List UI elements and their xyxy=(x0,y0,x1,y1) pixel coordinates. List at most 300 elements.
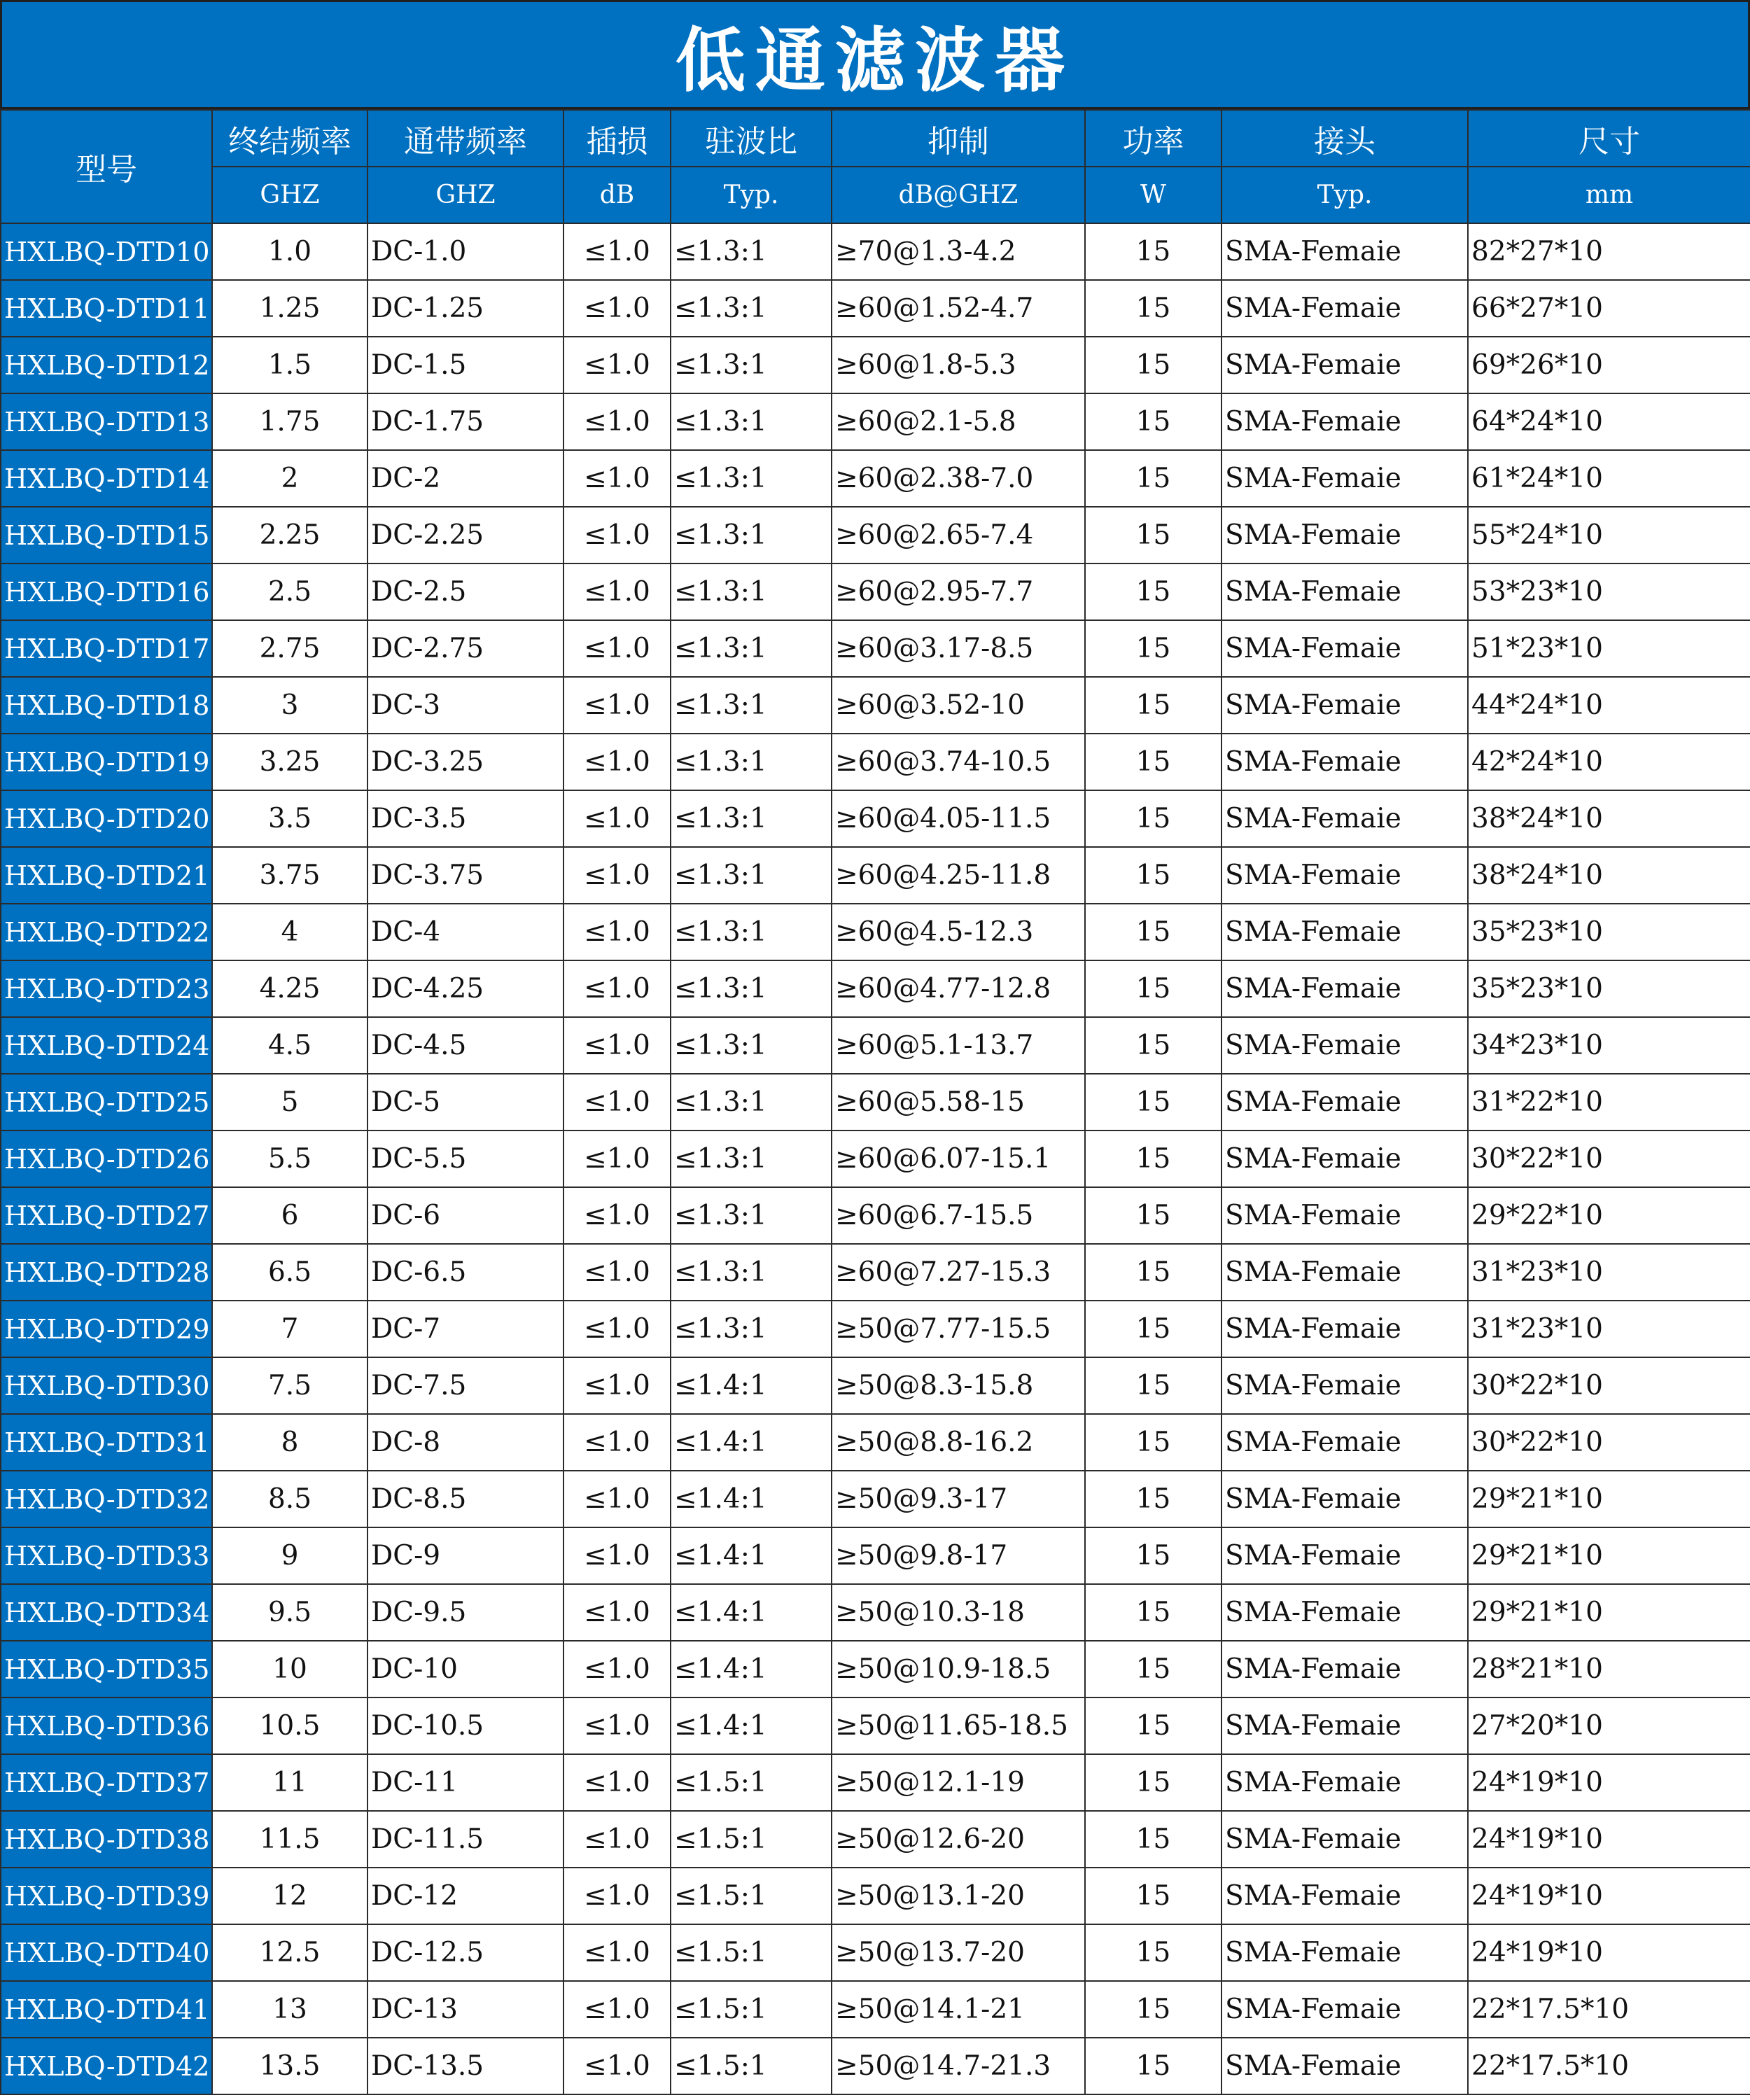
cell-cutoff: 1.0 xyxy=(212,223,368,280)
cell-insertion: ≤1.0 xyxy=(564,564,671,620)
cell-connector: SMA-Femaie xyxy=(1222,1244,1468,1301)
cell-insertion: ≤1.0 xyxy=(564,960,671,1017)
cell-power: 15 xyxy=(1085,280,1222,337)
cell-insertion: ≤1.0 xyxy=(564,507,671,564)
cell-size: 42*24*10 xyxy=(1468,734,1750,790)
header-insertion: 插损 xyxy=(564,110,671,167)
cell-insertion: ≤1.0 xyxy=(564,1187,671,1244)
cell-rejection: ≥50@13.7-20 xyxy=(832,1924,1085,1981)
cell-passband: DC-2.5 xyxy=(368,564,564,620)
cell-model: HXLBQ-DTD42 xyxy=(1,2038,212,2094)
cell-vswr: ≤1.5:1 xyxy=(671,1868,832,1924)
table-row xyxy=(1,280,1750,337)
table-row xyxy=(1,1924,1750,1981)
cell-size: 31*23*10 xyxy=(1468,1301,1750,1357)
cell-size: 29*21*10 xyxy=(1468,1471,1750,1527)
cell-connector: SMA-Femaie xyxy=(1222,960,1468,1017)
cell-rejection: ≥50@8.3-15.8 xyxy=(832,1357,1085,1414)
cell-rejection: ≥60@2.1-5.8 xyxy=(832,393,1085,450)
table-row xyxy=(1,1017,1750,1074)
table-row xyxy=(1,1811,1750,1868)
cell-model: HXLBQ-DTD20 xyxy=(1,790,212,847)
cell-connector: SMA-Femaie xyxy=(1222,1527,1468,1584)
cell-size: 29*21*10 xyxy=(1468,1527,1750,1584)
cell-model: HXLBQ-DTD41 xyxy=(1,1981,212,2038)
cell-connector: SMA-Femaie xyxy=(1222,337,1468,393)
header-connector: 接头 xyxy=(1222,110,1468,167)
cell-passband: DC-4.5 xyxy=(368,1017,564,1074)
cell-power: 15 xyxy=(1085,1698,1222,1754)
cell-power: 15 xyxy=(1085,337,1222,393)
cell-model: HXLBQ-DTD26 xyxy=(1,1130,212,1187)
cell-power: 15 xyxy=(1085,507,1222,564)
cell-cutoff: 4.25 xyxy=(212,960,368,1017)
cell-power: 15 xyxy=(1085,1244,1222,1301)
cell-cutoff: 6.5 xyxy=(212,1244,368,1301)
cell-cutoff: 10.5 xyxy=(212,1698,368,1754)
table-row xyxy=(1,1414,1750,1471)
cell-size: 29*22*10 xyxy=(1468,1187,1750,1244)
cell-cutoff: 2 xyxy=(212,450,368,507)
cell-insertion: ≤1.0 xyxy=(564,620,671,677)
cell-cutoff: 12 xyxy=(212,1868,368,1924)
cell-vswr: ≤1.5:1 xyxy=(671,1924,832,1981)
cell-vswr: ≤1.3:1 xyxy=(671,1244,832,1301)
cell-vswr: ≤1.3:1 xyxy=(671,337,832,393)
cell-rejection: ≥70@1.3-4.2 xyxy=(832,223,1085,280)
cell-vswr: ≤1.4:1 xyxy=(671,1357,832,1414)
cell-rejection: ≥60@1.52-4.7 xyxy=(832,280,1085,337)
cell-model: HXLBQ-DTD25 xyxy=(1,1074,212,1130)
table-row xyxy=(1,1641,1750,1698)
cell-cutoff: 3.75 xyxy=(212,847,368,904)
cell-cutoff: 10 xyxy=(212,1641,368,1698)
cell-rejection: ≥60@5.58-15 xyxy=(832,1074,1085,1130)
cell-model: HXLBQ-DTD22 xyxy=(1,904,212,960)
cell-model: HXLBQ-DTD14 xyxy=(1,450,212,507)
cell-rejection: ≥50@14.7-21.3 xyxy=(832,2038,1085,2094)
cell-vswr: ≤1.4:1 xyxy=(671,1641,832,1698)
cell-rejection: ≥60@2.38-7.0 xyxy=(832,450,1085,507)
cell-passband: DC-4 xyxy=(368,904,564,960)
cell-passband: DC-5.5 xyxy=(368,1130,564,1187)
table-row xyxy=(1,1357,1750,1414)
unit-cutoff: GHZ xyxy=(212,167,368,223)
cell-insertion: ≤1.0 xyxy=(564,1698,671,1754)
cell-power: 15 xyxy=(1085,2038,1222,2094)
cell-cutoff: 5.5 xyxy=(212,1130,368,1187)
cell-model: HXLBQ-DTD17 xyxy=(1,620,212,677)
cell-insertion: ≤1.0 xyxy=(564,1357,671,1414)
cell-rejection: ≥50@12.1-19 xyxy=(832,1754,1085,1811)
cell-power: 15 xyxy=(1085,1414,1222,1471)
cell-insertion: ≤1.0 xyxy=(564,1130,671,1187)
cell-rejection: ≥60@5.1-13.7 xyxy=(832,1017,1085,1074)
cell-vswr: ≤1.5:1 xyxy=(671,1811,832,1868)
cell-insertion: ≤1.0 xyxy=(564,1074,671,1130)
cell-cutoff: 8 xyxy=(212,1414,368,1471)
cell-model: HXLBQ-DTD31 xyxy=(1,1414,212,1471)
table-row xyxy=(1,847,1750,904)
cell-size: 30*22*10 xyxy=(1468,1357,1750,1414)
cell-power: 15 xyxy=(1085,1641,1222,1698)
cell-connector: SMA-Femaie xyxy=(1222,1868,1468,1924)
cell-vswr: ≤1.3:1 xyxy=(671,564,832,620)
cell-model: HXLBQ-DTD36 xyxy=(1,1698,212,1754)
table-row xyxy=(1,1130,1750,1187)
table-header xyxy=(1,110,1750,223)
cell-size: 35*23*10 xyxy=(1468,904,1750,960)
cell-size: 24*19*10 xyxy=(1468,1811,1750,1868)
cell-passband: DC-5 xyxy=(368,1074,564,1130)
cell-power: 15 xyxy=(1085,1301,1222,1357)
cell-vswr: ≤1.3:1 xyxy=(671,280,832,337)
cell-size: 30*22*10 xyxy=(1468,1130,1750,1187)
unit-vswr: Typ. xyxy=(671,167,832,223)
table-row xyxy=(1,1187,1750,1244)
cell-rejection: ≥50@9.8-17 xyxy=(832,1527,1085,1584)
cell-vswr: ≤1.4:1 xyxy=(671,1527,832,1584)
cell-passband: DC-6.5 xyxy=(368,1244,564,1301)
cell-model: HXLBQ-DTD10 xyxy=(1,223,212,280)
cell-cutoff: 3 xyxy=(212,677,368,734)
cell-vswr: ≤1.4:1 xyxy=(671,1471,832,1527)
cell-power: 15 xyxy=(1085,1527,1222,1584)
cell-power: 15 xyxy=(1085,1924,1222,1981)
cell-rejection: ≥60@3.52-10 xyxy=(832,677,1085,734)
cell-model: HXLBQ-DTD21 xyxy=(1,847,212,904)
cell-cutoff: 11.5 xyxy=(212,1811,368,1868)
cell-model: HXLBQ-DTD28 xyxy=(1,1244,212,1301)
cell-passband: DC-12.5 xyxy=(368,1924,564,1981)
cell-power: 15 xyxy=(1085,1868,1222,1924)
cell-model: HXLBQ-DTD24 xyxy=(1,1017,212,1074)
cell-power: 15 xyxy=(1085,223,1222,280)
cell-size: 61*24*10 xyxy=(1468,450,1750,507)
cell-vswr: ≤1.3:1 xyxy=(671,677,832,734)
cell-cutoff: 4.5 xyxy=(212,1017,368,1074)
table-row xyxy=(1,677,1750,734)
cell-rejection: ≥60@4.77-12.8 xyxy=(832,960,1085,1017)
cell-connector: SMA-Femaie xyxy=(1222,1924,1468,1981)
cell-rejection: ≥60@3.17-8.5 xyxy=(832,620,1085,677)
cell-size: 35*23*10 xyxy=(1468,960,1750,1017)
cell-cutoff: 9 xyxy=(212,1527,368,1584)
cell-size: 30*22*10 xyxy=(1468,1414,1750,1471)
cell-power: 15 xyxy=(1085,450,1222,507)
cell-vswr: ≤1.3:1 xyxy=(671,1074,832,1130)
cell-passband: DC-9.5 xyxy=(368,1584,564,1641)
cell-power: 15 xyxy=(1085,1981,1222,2038)
cell-model: HXLBQ-DTD30 xyxy=(1,1357,212,1414)
spec-table xyxy=(0,109,1750,2095)
cell-size: 29*21*10 xyxy=(1468,1584,1750,1641)
cell-passband: DC-7.5 xyxy=(368,1357,564,1414)
cell-passband: DC-8 xyxy=(368,1414,564,1471)
cell-insertion: ≤1.0 xyxy=(564,393,671,450)
cell-connector: SMA-Femaie xyxy=(1222,790,1468,847)
cell-power: 15 xyxy=(1085,1754,1222,1811)
cell-cutoff: 7.5 xyxy=(212,1357,368,1414)
cell-insertion: ≤1.0 xyxy=(564,904,671,960)
cell-passband: DC-13 xyxy=(368,1981,564,2038)
table-row xyxy=(1,1584,1750,1641)
cell-insertion: ≤1.0 xyxy=(564,1017,671,1074)
cell-vswr: ≤1.3:1 xyxy=(671,734,832,790)
cell-cutoff: 3.5 xyxy=(212,790,368,847)
cell-vswr: ≤1.4:1 xyxy=(671,1414,832,1471)
cell-power: 15 xyxy=(1085,1130,1222,1187)
cell-power: 15 xyxy=(1085,393,1222,450)
cell-rejection: ≥50@14.1-21 xyxy=(832,1981,1085,2038)
cell-cutoff: 1.75 xyxy=(212,393,368,450)
cell-insertion: ≤1.0 xyxy=(564,1301,671,1357)
header-row-names xyxy=(1,110,1750,167)
unit-rejection: dB@GHZ xyxy=(832,167,1085,223)
cell-insertion: ≤1.0 xyxy=(564,1414,671,1471)
cell-power: 15 xyxy=(1085,1017,1222,1074)
cell-size: 38*24*10 xyxy=(1468,847,1750,904)
cell-model: HXLBQ-DTD34 xyxy=(1,1584,212,1641)
cell-cutoff: 9.5 xyxy=(212,1584,368,1641)
unit-connector: Typ. xyxy=(1222,167,1468,223)
cell-rejection: ≥60@7.27-15.3 xyxy=(832,1244,1085,1301)
cell-passband: DC-10.5 xyxy=(368,1698,564,1754)
cell-power: 15 xyxy=(1085,1811,1222,1868)
cell-vswr: ≤1.3:1 xyxy=(671,847,832,904)
table-row xyxy=(1,1527,1750,1584)
table-row xyxy=(1,337,1750,393)
table-row xyxy=(1,960,1750,1017)
cell-power: 15 xyxy=(1085,1471,1222,1527)
cell-cutoff: 2.25 xyxy=(212,507,368,564)
cell-passband: DC-2.25 xyxy=(368,507,564,564)
header-vswr: 驻波比 xyxy=(671,110,832,167)
cell-insertion: ≤1.0 xyxy=(564,2038,671,2094)
cell-power: 15 xyxy=(1085,1187,1222,1244)
cell-cutoff: 7 xyxy=(212,1301,368,1357)
cell-size: 31*22*10 xyxy=(1468,1074,1750,1130)
cell-size: 66*27*10 xyxy=(1468,280,1750,337)
cell-size: 38*24*10 xyxy=(1468,790,1750,847)
cell-model: HXLBQ-DTD39 xyxy=(1,1868,212,1924)
cell-insertion: ≤1.0 xyxy=(564,1811,671,1868)
cell-cutoff: 13.5 xyxy=(212,2038,368,2094)
cell-vswr: ≤1.3:1 xyxy=(671,904,832,960)
cell-passband: DC-3.5 xyxy=(368,790,564,847)
cell-connector: SMA-Femaie xyxy=(1222,1641,1468,1698)
cell-power: 15 xyxy=(1085,734,1222,790)
cell-size: 22*17.5*10 xyxy=(1468,2038,1750,2094)
table-row xyxy=(1,620,1750,677)
cell-insertion: ≤1.0 xyxy=(564,1868,671,1924)
header-row-units xyxy=(1,167,1750,223)
cell-connector: SMA-Femaie xyxy=(1222,620,1468,677)
cell-connector: SMA-Femaie xyxy=(1222,1698,1468,1754)
cell-connector: SMA-Femaie xyxy=(1222,1187,1468,1244)
table-row xyxy=(1,564,1750,620)
cell-passband: DC-3.25 xyxy=(368,734,564,790)
table-row xyxy=(1,450,1750,507)
cell-passband: DC-2.75 xyxy=(368,620,564,677)
cell-passband: DC-13.5 xyxy=(368,2038,564,2094)
cell-connector: SMA-Femaie xyxy=(1222,2038,1468,2094)
cell-passband: DC-1.5 xyxy=(368,337,564,393)
cell-model: HXLBQ-DTD18 xyxy=(1,677,212,734)
cell-model: HXLBQ-DTD35 xyxy=(1,1641,212,1698)
cell-vswr: ≤1.3:1 xyxy=(671,1301,832,1357)
unit-size: mm xyxy=(1468,167,1750,223)
cell-size: 24*19*10 xyxy=(1468,1754,1750,1811)
cell-vswr: ≤1.3:1 xyxy=(671,960,832,1017)
table-row xyxy=(1,1698,1750,1754)
cell-model: HXLBQ-DTD13 xyxy=(1,393,212,450)
cell-power: 15 xyxy=(1085,1584,1222,1641)
cell-rejection: ≥60@3.74-10.5 xyxy=(832,734,1085,790)
cell-vswr: ≤1.3:1 xyxy=(671,1017,832,1074)
cell-connector: SMA-Femaie xyxy=(1222,1357,1468,1414)
cell-insertion: ≤1.0 xyxy=(564,1584,671,1641)
page-title: 低通滤波器 xyxy=(0,0,1750,109)
cell-connector: SMA-Femaie xyxy=(1222,1981,1468,2038)
cell-insertion: ≤1.0 xyxy=(564,1244,671,1301)
cell-size: 24*19*10 xyxy=(1468,1868,1750,1924)
cell-model: HXLBQ-DTD38 xyxy=(1,1811,212,1868)
cell-connector: SMA-Femaie xyxy=(1222,1017,1468,1074)
cell-connector: SMA-Femaie xyxy=(1222,1471,1468,1527)
cell-vswr: ≤1.5:1 xyxy=(671,2038,832,2094)
table-row xyxy=(1,507,1750,564)
header-size: 尺寸 xyxy=(1468,110,1750,167)
table-row xyxy=(1,393,1750,450)
table-row xyxy=(1,904,1750,960)
unit-insertion: dB xyxy=(564,167,671,223)
cell-insertion: ≤1.0 xyxy=(564,1924,671,1981)
cell-insertion: ≤1.0 xyxy=(564,1527,671,1584)
cell-vswr: ≤1.3:1 xyxy=(671,450,832,507)
cell-rejection: ≥50@10.9-18.5 xyxy=(832,1641,1085,1698)
cell-cutoff: 6 xyxy=(212,1187,368,1244)
cell-connector: SMA-Femaie xyxy=(1222,734,1468,790)
cell-vswr: ≤1.3:1 xyxy=(671,620,832,677)
cell-insertion: ≤1.0 xyxy=(564,677,671,734)
cell-vswr: ≤1.4:1 xyxy=(671,1584,832,1641)
cell-size: 24*19*10 xyxy=(1468,1924,1750,1981)
cell-insertion: ≤1.0 xyxy=(564,337,671,393)
cell-power: 15 xyxy=(1085,960,1222,1017)
cell-rejection: ≥60@2.65-7.4 xyxy=(832,507,1085,564)
cell-connector: SMA-Femaie xyxy=(1222,1301,1468,1357)
cell-insertion: ≤1.0 xyxy=(564,1641,671,1698)
header-power: 功率 xyxy=(1085,110,1222,167)
cell-power: 15 xyxy=(1085,847,1222,904)
cell-vswr: ≤1.5:1 xyxy=(671,1754,832,1811)
cell-passband: DC-1.25 xyxy=(368,280,564,337)
cell-power: 15 xyxy=(1085,1357,1222,1414)
header-rejection: 抑制 xyxy=(832,110,1085,167)
cell-rejection: ≥50@10.3-18 xyxy=(832,1584,1085,1641)
cell-connector: SMA-Femaie xyxy=(1222,1811,1468,1868)
cell-connector: SMA-Femaie xyxy=(1222,847,1468,904)
table-row xyxy=(1,1301,1750,1357)
cell-rejection: ≥60@4.25-11.8 xyxy=(832,847,1085,904)
header-cutoff: 终结频率 xyxy=(212,110,368,167)
table-row xyxy=(1,2038,1750,2094)
header-model: 型号 xyxy=(1,110,212,223)
table-row xyxy=(1,1471,1750,1527)
cell-passband: DC-7 xyxy=(368,1301,564,1357)
table-row xyxy=(1,790,1750,847)
unit-power: W xyxy=(1085,167,1222,223)
cell-insertion: ≤1.0 xyxy=(564,1754,671,1811)
cell-vswr: ≤1.5:1 xyxy=(671,1981,832,2038)
cell-rejection: ≥60@4.5-12.3 xyxy=(832,904,1085,960)
cell-cutoff: 11 xyxy=(212,1754,368,1811)
cell-passband: DC-10 xyxy=(368,1641,564,1698)
cell-connector: SMA-Femaie xyxy=(1222,450,1468,507)
cell-rejection: ≥50@8.8-16.2 xyxy=(832,1414,1085,1471)
cell-power: 15 xyxy=(1085,564,1222,620)
cell-model: HXLBQ-DTD29 xyxy=(1,1301,212,1357)
cell-connector: SMA-Femaie xyxy=(1222,677,1468,734)
cell-vswr: ≤1.3:1 xyxy=(671,1130,832,1187)
cell-insertion: ≤1.0 xyxy=(564,734,671,790)
cell-model: HXLBQ-DTD11 xyxy=(1,280,212,337)
cell-connector: SMA-Femaie xyxy=(1222,280,1468,337)
cell-connector: SMA-Femaie xyxy=(1222,1754,1468,1811)
cell-insertion: ≤1.0 xyxy=(564,280,671,337)
cell-size: 64*24*10 xyxy=(1468,393,1750,450)
header-passband: 通带频率 xyxy=(368,110,564,167)
cell-vswr: ≤1.3:1 xyxy=(671,393,832,450)
table-row xyxy=(1,1754,1750,1811)
cell-passband: DC-6 xyxy=(368,1187,564,1244)
table-row xyxy=(1,1244,1750,1301)
cell-vswr: ≤1.4:1 xyxy=(671,1698,832,1754)
cell-rejection: ≥50@12.6-20 xyxy=(832,1811,1085,1868)
cell-size: 82*27*10 xyxy=(1468,223,1750,280)
cell-passband: DC-3 xyxy=(368,677,564,734)
cell-model: HXLBQ-DTD40 xyxy=(1,1924,212,1981)
cell-model: HXLBQ-DTD12 xyxy=(1,337,212,393)
cell-rejection: ≥60@6.07-15.1 xyxy=(832,1130,1085,1187)
cell-model: HXLBQ-DTD27 xyxy=(1,1187,212,1244)
cell-passband: DC-8.5 xyxy=(368,1471,564,1527)
cell-vswr: ≤1.3:1 xyxy=(671,507,832,564)
cell-passband: DC-12 xyxy=(368,1868,564,1924)
cell-size: 22*17.5*10 xyxy=(1468,1981,1750,2038)
cell-model: HXLBQ-DTD16 xyxy=(1,564,212,620)
cell-connector: SMA-Femaie xyxy=(1222,1074,1468,1130)
cell-connector: SMA-Femaie xyxy=(1222,1130,1468,1187)
cell-insertion: ≤1.0 xyxy=(564,1981,671,2038)
cell-rejection: ≥50@7.77-15.5 xyxy=(832,1301,1085,1357)
cell-cutoff: 2.75 xyxy=(212,620,368,677)
cell-rejection: ≥50@13.1-20 xyxy=(832,1868,1085,1924)
cell-model: HXLBQ-DTD33 xyxy=(1,1527,212,1584)
cell-model: HXLBQ-DTD15 xyxy=(1,507,212,564)
cell-cutoff: 3.25 xyxy=(212,734,368,790)
cell-insertion: ≤1.0 xyxy=(564,847,671,904)
table-row xyxy=(1,1868,1750,1924)
cell-cutoff: 12.5 xyxy=(212,1924,368,1981)
cell-power: 15 xyxy=(1085,677,1222,734)
cell-model: HXLBQ-DTD37 xyxy=(1,1754,212,1811)
cell-cutoff: 5 xyxy=(212,1074,368,1130)
cell-vswr: ≤1.3:1 xyxy=(671,790,832,847)
cell-power: 15 xyxy=(1085,904,1222,960)
cell-insertion: ≤1.0 xyxy=(564,223,671,280)
